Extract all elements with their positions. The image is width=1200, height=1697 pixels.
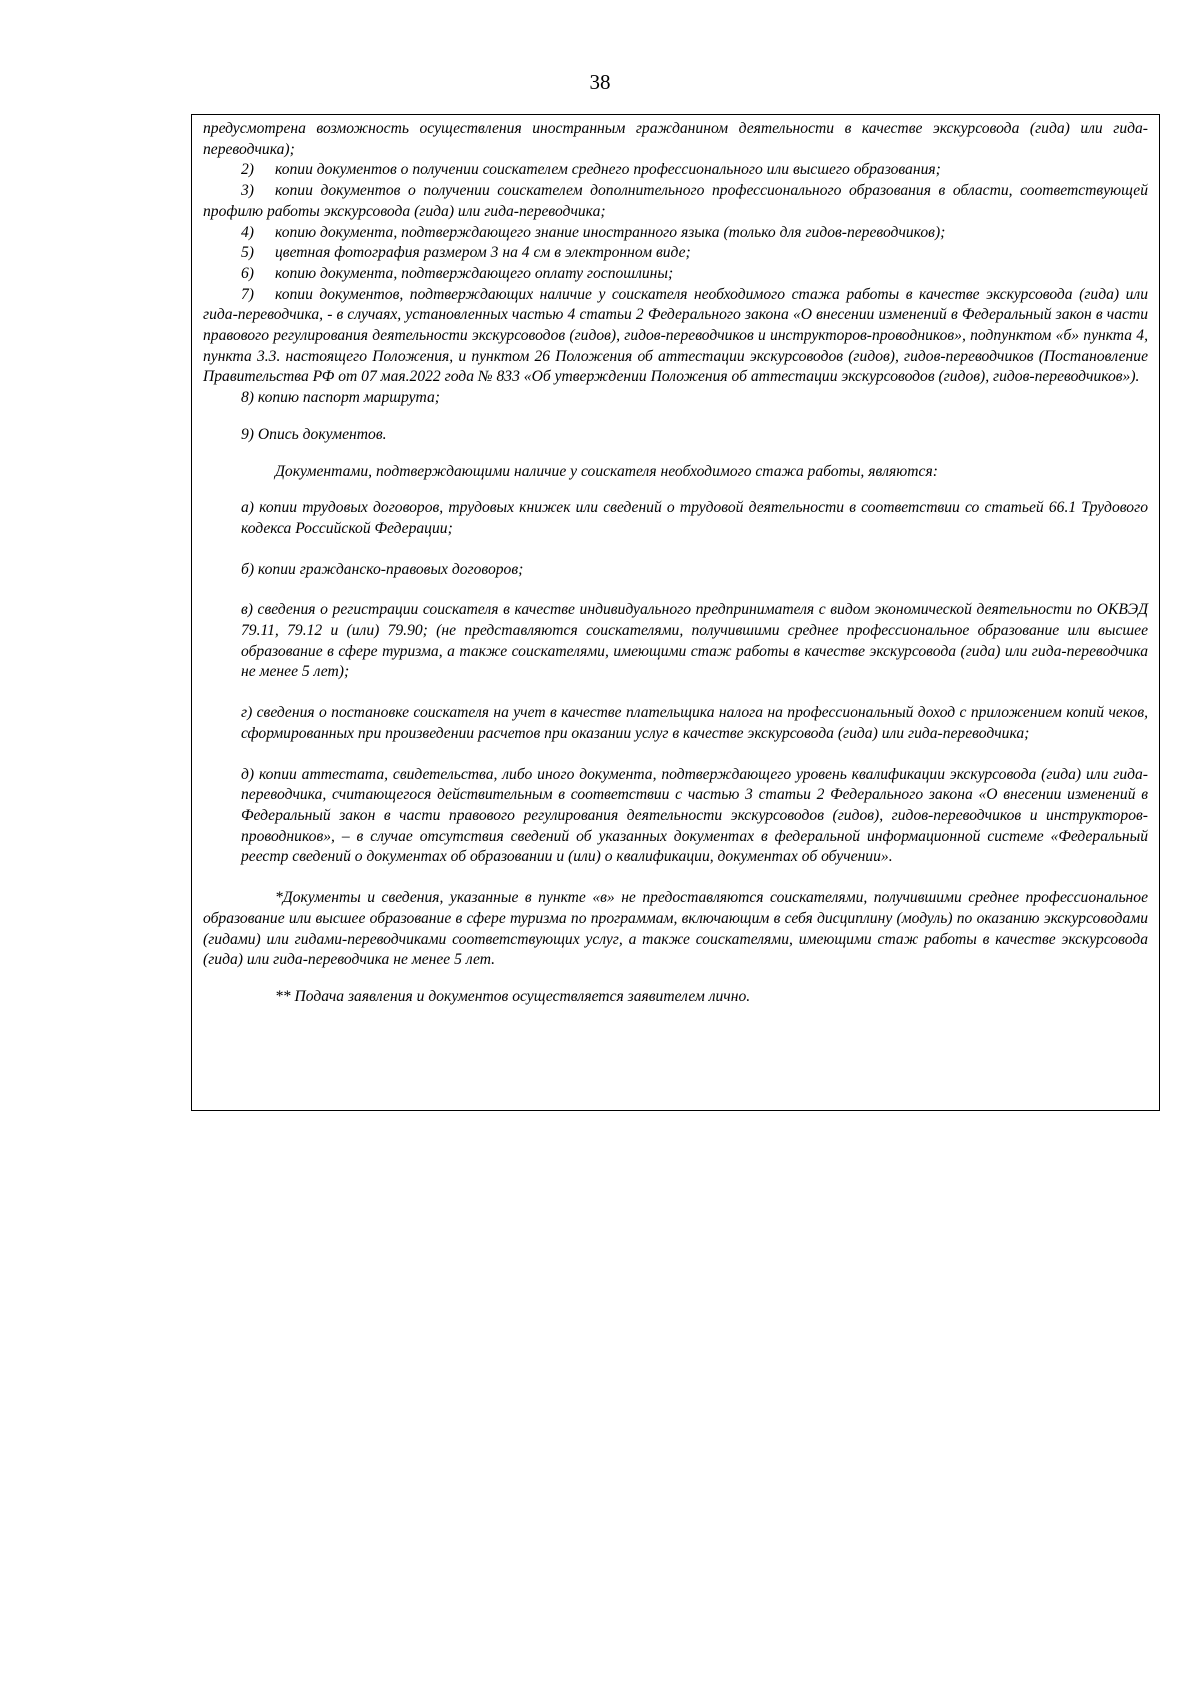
list-item-text: копии документов о получении соискателем среднего профессионального или высшего образования; [275, 161, 941, 179]
list-item-text: копии документов, подтверждающих наличие у соискателя необходимого стажа работы в качестве экскурсовода (гида) или гида-переводчика, - в случаях, установленных частью 4 статьи 2 Федерального закона «О внесении изменений в Федеральный закон в части правового регулирования деятельности экскурсоводов (гидов), гидов-переводчиков и инструкторов-проводников», подпунктом «б» пункта 4, пункта 3.3. настоящего Положения, и пунктом 26 Положения об аттестации экскурсоводов (гидов), гидов-переводчиков (Постановление Правительства РФ от 07 мая.2022 года № 833 «Об утверждении Положения об аттестации экскурсоводов (гидов), гидов-переводчиков»). [203, 285, 1148, 386]
list-item-text: копии документов о получении соискателем дополнительного профессионального образования в области, соответствующей профилю работы экскурсовода (гида) или гида-переводчика; [203, 182, 1148, 220]
list-item-number: 5) [241, 244, 254, 262]
docs-item-g: г) сведения о постановке соискателя на учет в качестве плательщика налога на профессиональный доход с приложением копий чеков, сформированных при произведении расчетов при оказании услуг в качестве экскурсовода (гида) или гида-переводчика; [241, 704, 1148, 742]
list-item-text: копию документа, подтверждающего знание иностранного языка (только для гидов-переводчиков); [275, 223, 946, 241]
list-item-6 [203, 264, 1148, 285]
list-item-2 [203, 160, 1148, 181]
docs-item-d: д) копии аттестата, свидетельства, либо иного документа, подтверждающего уровень квалификации экскурсовода (гида) или гида-переводчика, считающегося действительным в соответствии с частью 3 статьи 2 Федерального закона «О внесении изменений в Федеральный закон в части правового регулирования деятельности экскурсоводов (гидов), гидов-переводчиков и инструкторов-проводников», – в случае отсутствия сведений об указанных документах в федеральной информационной системе «Федеральный реестр сведений о документах об образовании и (или) о квалификации, документах об обучении». [241, 765, 1148, 866]
docs-item-a: а) копии трудовых договоров, трудовых книжек или сведений о трудовой деятельности в соответствии со статьей 66.1 Трудового кодекса Российской Федерации; [241, 499, 1148, 537]
list-item-text: копию документа, подтверждающего оплату госпошлины; [275, 264, 674, 282]
list-item-4 [203, 223, 1148, 244]
list-item-number: 2) [241, 161, 254, 179]
list-item-9: 9) Опись документов. [241, 425, 387, 443]
list-item-7 [203, 285, 1148, 389]
list-item-text: цветная фотография размером 3 на 4 см в электронном виде; [275, 244, 691, 262]
docs-item-b: б) копии гражданско-правовых договоров; [241, 560, 524, 578]
list-item-number: 7) [241, 285, 254, 303]
list-item-3 [203, 181, 1148, 222]
list-item-number: 4) [241, 223, 254, 241]
list-item-number: 6) [241, 264, 254, 282]
page-number: 38 [589, 70, 611, 94]
footnote-1: *Документы и сведения, указанные в пункте «в» не предоставляются соискателями, получившими среднее профессиональное образование или высшее образование в сфере туризма по программам, включающим в себя дисциплину (модуль) по оказанию экскурсоводами (гидами) или гидами-переводчиками соответствующих услуг, а также соискателями, имеющими стаж работы в качестве экскурсовода (гида) или гида-переводчика не менее 5 лет. [203, 889, 1148, 969]
document-frame [191, 114, 1160, 1111]
footnote-2: ** Подача заявления и документов осуществляется заявителем лично. [275, 987, 751, 1005]
list-item-8: 8) копию паспорт маршрута; [241, 389, 441, 407]
list-item-5 [203, 243, 1148, 264]
list-item-number: 3) [241, 182, 254, 200]
docs-item-v: в) сведения о регистрации соискателя в качестве индивидуального предпринимателя с видом экономической деятельности по ОКВЭД 79.11, 79.12 и (или) 79.90; (не представляются соискателями, получившими среднее профессиональное образование или высшее образование в сфере туризма, а также соискателями, имеющими стаж работы в качестве экскурсовода (гида) или гида-переводчика не менее 5 лет); [241, 601, 1148, 681]
docs-heading: Документами, подтверждающими наличие у соискателя необходимого стажа работы, являются: [275, 462, 938, 480]
intro-paragraph: предусмотрена возможность осуществления иностранным гражданином деятельности в качестве экскурсовода (гида) или гида-переводчика); [203, 120, 1148, 158]
